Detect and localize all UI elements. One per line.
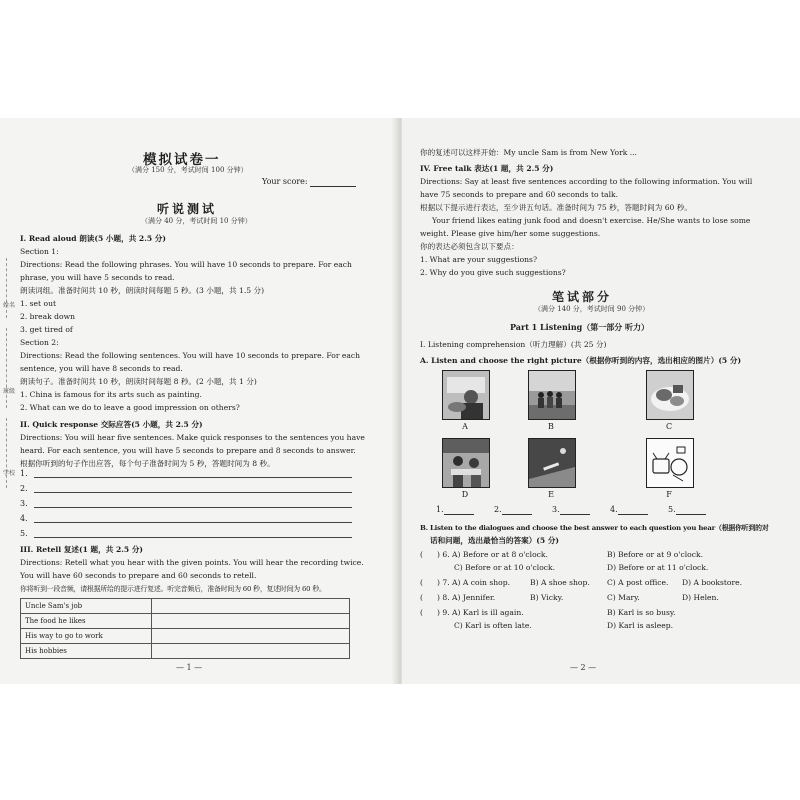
question-number: 6. <box>442 550 450 559</box>
answer-blank[interactable] <box>494 505 532 515</box>
blank-line[interactable] <box>618 506 648 515</box>
margin-dash <box>6 328 7 408</box>
picture-label: E <box>548 490 554 499</box>
margin-dash <box>6 258 7 318</box>
picture-a <box>442 370 490 420</box>
margin-class-label: 班级 <box>3 388 16 395</box>
q4-heading: IV. Free talk 表达(1 题，共 2.5 分) <box>420 164 554 173</box>
answer-paren[interactable]: ( <box>420 578 423 587</box>
answer-paren[interactable]: ( <box>420 550 423 559</box>
q1-item: 1. set out <box>20 299 57 308</box>
table-row <box>21 599 350 614</box>
q1-section2: Section 2: <box>20 338 59 347</box>
option-b[interactable]: B) Vicky. <box>530 593 564 602</box>
lc-heading: I. Listening comprehension（听力理解）(共 25 分) <box>420 340 607 349</box>
option-c[interactable]: C) Before or at 10 o'clock. <box>454 563 556 572</box>
option-d[interactable]: D) Before or at 11 o'clock. <box>607 563 709 572</box>
option-b[interactable]: B) Before or at 9 o'clock. <box>607 550 703 559</box>
answer-line[interactable] <box>34 522 352 523</box>
option-c[interactable]: C) A post office. <box>607 578 669 587</box>
q1-section1: Section 1: <box>20 247 59 256</box>
mc-question <box>420 608 524 618</box>
blank-line[interactable] <box>502 506 532 515</box>
answer-blank[interactable] <box>668 505 706 515</box>
q1-item: 2. break down <box>20 312 76 321</box>
table-cell-label: His hobbies <box>21 644 152 659</box>
q1-directions-cn: 朗读词组。准备时间共 10 秒，朗读时间每题 5 秒。(3 小题，共 1.5 分) <box>20 286 265 295</box>
q1-sentence: 1. China is famous for its arts such as painting. <box>20 390 202 399</box>
q2-directions: heard. For each sentence, you will have 5 seconds to prepare and 8 seconds to answer. <box>20 446 356 455</box>
retell-table <box>20 598 350 659</box>
q3-heading: III. Retell 复述(1 题，共 2.5 分) <box>20 545 144 554</box>
picture-c <box>646 370 694 420</box>
answer-blank[interactable] <box>610 505 648 515</box>
q4-prompt: Your friend likes eating junk food and doesn't exercise. He/She wants to lose some <box>432 216 751 225</box>
answer-number: 4. <box>20 514 28 523</box>
page-number: — 1 — <box>176 663 203 672</box>
answer-number: 5. <box>20 529 28 538</box>
blank-number: 3. <box>552 505 560 514</box>
mc-question <box>420 550 548 560</box>
blank-number: 1. <box>436 505 444 514</box>
margin-school-label: 学校 <box>3 470 16 477</box>
answer-number: 1. <box>20 469 28 478</box>
blank-line[interactable] <box>444 506 474 515</box>
exam-title: 模拟试卷一 <box>143 152 221 168</box>
answer-blank[interactable] <box>436 505 474 515</box>
picture-label: A <box>462 422 468 431</box>
score-blank[interactable] <box>310 178 356 187</box>
table-row <box>21 614 350 629</box>
answer-number: 3. <box>20 499 28 508</box>
answer-blank[interactable] <box>552 505 590 515</box>
q1-directions-cn: 朗读句子。准备时间共 10 秒，朗读时间每题 8 秒。(2 小题，共 1 分) <box>20 377 257 386</box>
written-note: （满分 140 分，考试时间 90 分钟） <box>534 305 650 313</box>
page-number: — 2 — <box>570 663 597 672</box>
part1-heading: Part 1 Listening（第一部分 听力） <box>510 322 650 332</box>
q1-directions: sentence, you will have 8 seconds to read. <box>20 364 183 373</box>
margin-name-label: 姓名 <box>3 302 16 309</box>
answer-line[interactable] <box>34 477 352 478</box>
picture-b <box>528 370 576 420</box>
table-cell-answer[interactable] <box>152 629 350 644</box>
q4-point: 1. What are your suggestions? <box>420 255 538 264</box>
answer-number: 2. <box>20 484 28 493</box>
answer-paren[interactable]: ) <box>436 608 440 617</box>
q4-point: 2. Why do you give such suggestions? <box>420 268 566 277</box>
table-cell-answer[interactable] <box>152 614 350 629</box>
q1-directions: Directions: Read the following phrases. You will have 10 seconds to prepare. For each <box>20 260 352 269</box>
blank-line[interactable] <box>560 506 590 515</box>
page-left <box>0 118 398 684</box>
q2-directions-cn: 根据你听到的句子作出应答，每个句子准备时间为 5 秒，答题时间为 8 秒。 <box>20 459 275 468</box>
table-cell-label: The food he likes <box>21 614 152 629</box>
score-label: Your score: <box>262 177 308 186</box>
table-cell-label: His way to go to work <box>21 629 152 644</box>
option-d[interactable]: D) Helen. <box>682 593 719 602</box>
table-row <box>21 629 350 644</box>
margin-dash <box>6 418 7 488</box>
mc-question <box>420 578 510 588</box>
q3-directions: You will have 60 seconds to prepare and 60 seconds to retell. <box>20 571 257 580</box>
q3-directions-cn: 你将听到一段音频，请根据所给的提示进行复述。听完音频后，准备时间为 60 秒，复述时间为 60 秒。 <box>20 585 326 593</box>
q4-directions-cn: 根据以下提示进行表达，至少讲五句话。准备时间为 75 秒，答题时间为 60 秒。 <box>420 203 692 212</box>
q4-directions: have 75 seconds to prepare and 60 seconds to talk. <box>420 190 619 199</box>
section-note: （满分 40 分，考试时间 10 分钟） <box>141 217 252 225</box>
blank-number: 5. <box>668 505 676 514</box>
table-cell-answer[interactable] <box>152 644 350 659</box>
retell-start: 你的复述可以这样开始：My uncle Sam is from New York ... <box>420 148 637 157</box>
mc-question <box>420 593 495 603</box>
picture-label: C <box>665 422 673 431</box>
picture-d <box>442 438 490 488</box>
exam-spread <box>0 118 800 684</box>
answer-paren[interactable]: ) <box>436 550 440 559</box>
q2-heading: II. Quick response 交际应答(5 小题，共 2.5 分) <box>20 420 203 429</box>
option-d[interactable]: D) Karl is asleep. <box>607 621 673 630</box>
q2-directions: Directions: You will hear five sentences. Make quick responses to the sentences you have <box>20 433 365 442</box>
q4-directions: Directions: Say at least five sentences according to the following information. You will <box>420 177 753 186</box>
picture-label: B <box>548 422 554 431</box>
answer-line[interactable] <box>34 507 352 508</box>
question-number: 8. <box>442 593 450 602</box>
option-a[interactable]: A) A coin shop. <box>452 578 510 587</box>
question-number: 7. <box>442 578 450 587</box>
blank-number: 2. <box>494 505 502 514</box>
score-field[interactable] <box>262 177 356 187</box>
answer-paren[interactable]: ) <box>436 578 440 587</box>
exam-title-note: （满分 150 分，考试时间 100 分钟） <box>128 166 248 174</box>
option-a[interactable]: A) Jennifer. <box>452 593 496 602</box>
option-b[interactable]: B) Karl is so busy. <box>607 608 676 617</box>
option-b[interactable]: B) A shoe shop. <box>530 578 590 587</box>
section-title: 听说测试 <box>157 202 218 216</box>
answer-paren[interactable]: ( <box>420 608 423 617</box>
table-cell-label: Uncle Sam's job <box>21 599 152 614</box>
q1-sentence: 2. What can we do to leave a good impression on others? <box>20 403 240 412</box>
page-right <box>402 118 800 684</box>
option-c[interactable]: C) Karl is often late. <box>454 621 532 630</box>
table-row <box>21 644 350 659</box>
q4-points-heading: 你的表达必须包含以下要点： <box>420 242 519 251</box>
q1-directions: Directions: Read the following sentences. You will have 10 seconds to prepare. For each <box>20 351 361 360</box>
option-a[interactable]: A) Before or at 8 o'clock. <box>452 550 548 559</box>
q1-item: 3. get tired of <box>20 325 73 334</box>
picture-e <box>528 438 576 488</box>
answer-line[interactable] <box>34 492 352 493</box>
answer-paren[interactable]: ( <box>420 593 423 602</box>
q3-directions: Directions: Retell what you hear with the given points. You will hear the recording twice. <box>20 558 364 567</box>
option-c[interactable]: C) Mary. <box>607 593 640 602</box>
picture-label: D <box>461 490 469 499</box>
q1-heading: I. Read aloud 朗读(5 小题，共 2.5 分) <box>20 234 166 243</box>
written-title: 笔试部分 <box>552 290 613 304</box>
answer-line[interactable] <box>34 537 352 538</box>
answer-paren[interactable]: ) <box>436 593 440 602</box>
q4-prompt: weight. Please give him/her some suggestions. <box>420 229 601 238</box>
qa-heading: A. Listen and choose the right picture（根据你听到的内容，选出相应的图片）(5 分) <box>420 356 742 365</box>
blank-number: 4. <box>610 505 618 514</box>
qb-heading: 话和问题，选出最恰当的答案）(5 分) <box>430 536 560 545</box>
blank-line[interactable] <box>676 506 706 515</box>
option-a[interactable]: A) Karl is ill again. <box>452 608 524 617</box>
picture-label: F <box>666 490 672 499</box>
picture-f <box>646 438 694 488</box>
question-number: 9. <box>442 608 450 617</box>
option-d[interactable]: D) A bookstore. <box>682 578 743 587</box>
q1-directions: phrase, you will have 5 seconds to read. <box>20 273 175 282</box>
table-cell-answer[interactable] <box>152 599 350 614</box>
qb-heading: B. Listen to the dialogues and choose the best answer to each question you hear（根据你听到的对 <box>420 524 769 532</box>
